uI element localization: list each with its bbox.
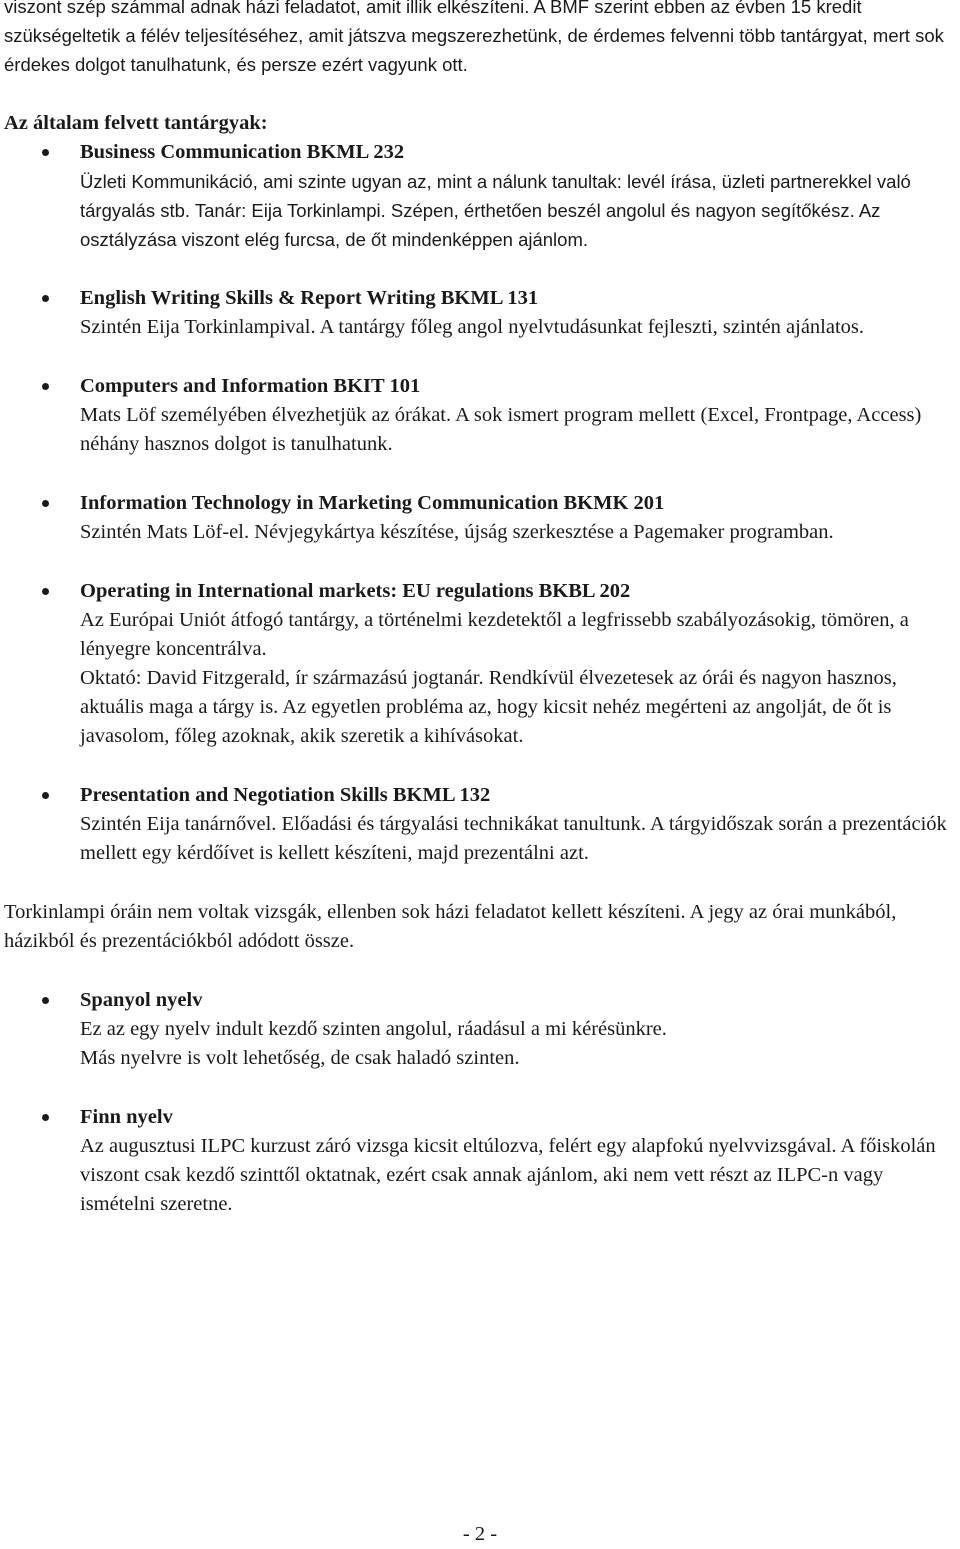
courses-heading: Az általam felvett tantárgyak: (4, 112, 268, 134)
language-list (4, 986, 960, 1219)
closing-paragraph: Torkinlampi óráin nem voltak vizsgák, ellenben sok házi feladatot kellett készíteni. A jegy az órai munkából, házikból és prezentációkból adódott össze. (4, 901, 897, 952)
course-description: Üzleti Kommunikáció, ami szinte ugyan az, mint a nálunk tanultak: levél írása, üzleti partnerekkel való tárgyalás stb. Tanár: Eija Torkinlampi. Szépen, érthetően beszél angolul és nagyon segítőkész. Az osztályzása viszont elég furcsa, de őt mindenképpen ajánlom. (80, 171, 911, 250)
bullet-icon (42, 1114, 49, 1121)
language-item (4, 986, 960, 1073)
course-title: Operating in International markets: EU regulations BKBL 202 (80, 580, 631, 602)
bullet-icon (42, 295, 49, 302)
course-description: Mats Löf személyében élvezhetjük az órákat. A sok ismert program mellett (Excel, Frontpage, Access) néhány hasznos dolgot is tanulhatunk. (80, 404, 922, 455)
language-title: Finn nyelv (80, 1106, 173, 1128)
page-number: - 2 - (462, 1523, 498, 1545)
course-title: Presentation and Negotiation Skills BKML 132 (80, 784, 491, 806)
course-description: Szintén Eija Torkinlampival. A tantárgy főleg angol nyelvtudásunkat fejleszti, szintén ajánlatos. (80, 316, 865, 338)
intro-paragraph: viszont szép számmal adnak házi feladatot, amit illik elkészíteni. A BMF szerint ebben az évben 15 kredit szükségeltetik a félév teljesítéséhez, amit játszva megszerezhetünk, de érdemes felvenni több tantárgyat, mert sok érdekes dolgot tanulhatunk, és persze ezért vagyunk ott. (4, 0, 944, 75)
language-description: Ez az egy nyelv indult kezdő szinten angolul, ráadásul a mi kérésünkre. (80, 1018, 667, 1040)
language-title: Spanyol nyelv (80, 989, 203, 1011)
document-page (4, 0, 960, 1219)
bullet-icon (42, 500, 49, 507)
course-item (4, 284, 960, 342)
course-description: Szintén Eija tanárnővel. Előadási és tárgyalási technikákat tanultunk. A tárgyidőszak során a prezentációk mellett egy kérdőívet is kellett készíteni, majd prezentálni azt. (80, 813, 947, 864)
course-title: Computers and Information BKIT 101 (80, 375, 421, 397)
language-description-extra: Más nyelvre is volt lehetőség, de csak haladó szinten. (80, 1047, 520, 1069)
course-item (4, 489, 960, 547)
course-title: Business Communication BKML 232 (80, 141, 405, 163)
course-description: Szintén Mats Löf-el. Névjegykártya készítése, újság szerkesztése a Pagemaker programban. (80, 521, 834, 543)
course-instructor-note: Oktató: David Fitzgerald, ír származású jogtanár. Rendkívül élvezetesek az órái és nagyon hasznos, aktuális maga a tárgy is. Az egyetlen probléma az, hogy kicsit nehéz megérteni az angolját, de őt is javasolom, főleg azoknak, akik szeretik a kihívásokat. (80, 667, 897, 747)
language-item (4, 1103, 960, 1219)
course-description: Az Európai Uniót átfogó tantárgy, a történelmi kezdetektől a legfrissebb szabályozásokig, tömören, a lényegre koncentrálva. (80, 609, 909, 660)
course-item (4, 138, 960, 254)
bullet-icon (42, 792, 49, 799)
course-title: English Writing Skills & Report Writing BKML 131 (80, 287, 539, 309)
course-list (4, 138, 960, 868)
bullet-icon (42, 997, 49, 1004)
course-title: Information Technology in Marketing Communication BKMK 201 (80, 492, 665, 514)
bullet-icon (42, 383, 49, 390)
bullet-icon (42, 149, 49, 156)
course-item (4, 372, 960, 459)
course-item (4, 577, 960, 751)
bullet-icon (42, 588, 49, 595)
course-item (4, 781, 960, 868)
language-description: Az augusztusi ILPC kurzust záró vizsga kicsit eltúlozva, felért egy alapfokú nyelvvizsgával. A főiskolán viszont csak kezdő szinttől oktatnak, ezért csak annak ajánlom, aki nem vett részt az ILPC-n vagy ismételni szeretne. (80, 1135, 936, 1215)
